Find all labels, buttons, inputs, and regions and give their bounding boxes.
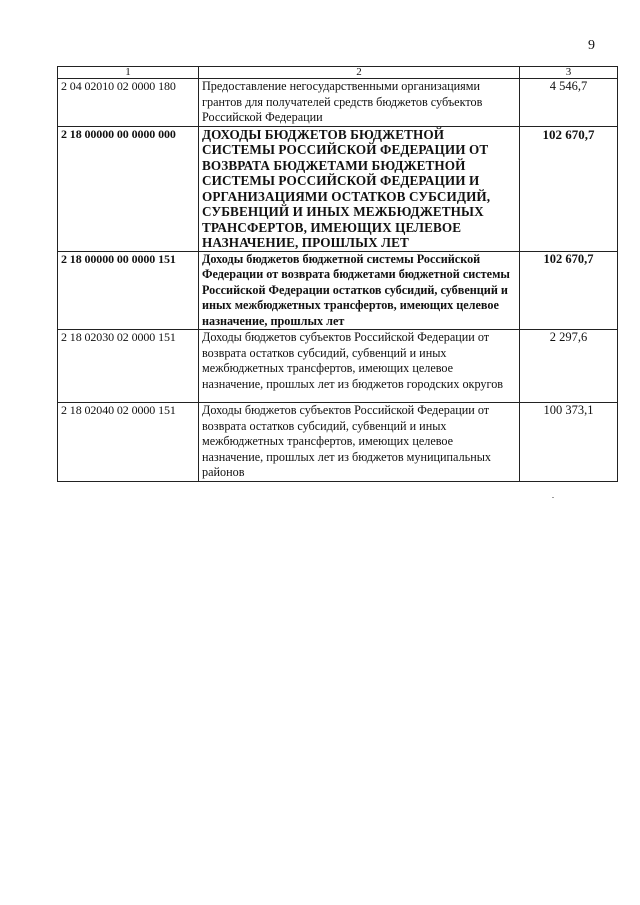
column-header-code: 1 xyxy=(58,67,199,79)
column-header-amount: 3 xyxy=(520,67,618,79)
table-row xyxy=(58,251,618,330)
row-code: 2 18 02040 02 0000 151 xyxy=(58,403,199,482)
table-row xyxy=(58,330,618,403)
row-code: 2 18 00000 00 0000 000 xyxy=(58,126,199,251)
row-amount: 2 297,6 xyxy=(520,330,618,403)
row-description: ДОХОДЫ БЮДЖЕТОВ БЮДЖЕТНОЙ СИСТЕМЫ РОССИЙСКОЙ ФЕДЕРАЦИИ ОТ ВОЗВРАТА БЮДЖЕТАМИ БЮДЖЕТНОЙ СИСТЕМЫ РОССИЙСКОЙ ФЕДЕРАЦИИ И ОРГАНИЗАЦИЯМИ ОСТАТКОВ СУБСИДИЙ, СУБВЕНЦИЙ И ИНЫХ МЕЖБЮДЖЕТНЫХ ТРАНСФЕРТОВ, ИМЕЮЩИХ ЦЕЛЕВОЕ НАЗНАЧЕНИЕ, ПРОШЛЫХ ЛЕТ xyxy=(199,126,520,251)
column-header-description: 2 xyxy=(199,67,520,79)
table-row xyxy=(58,126,618,251)
row-description: Предоставление негосударственными организациями грантов для получателей средств бюджетов субъектов Российской Федерации xyxy=(199,79,520,127)
row-code: 2 04 02010 02 0000 180 xyxy=(58,79,199,127)
table-row xyxy=(58,79,618,127)
table-row xyxy=(58,403,618,482)
row-code: 2 18 00000 00 0000 151 xyxy=(58,251,199,330)
scan-speck xyxy=(552,497,554,498)
page-number: 9 xyxy=(588,38,595,53)
row-amount: 100 373,1 xyxy=(520,403,618,482)
row-description: Доходы бюджетов субъектов Российской Федерации от возврата остатков субсидий, субвенций и иных межбюджетных трансфертов, имеющих целевое назначение, прошлых лет из бюджетов муниципальных районов xyxy=(199,403,520,482)
budget-revenue-table xyxy=(57,66,618,482)
row-description: Доходы бюджетов бюджетной системы Российской Федерации от возврата бюджетами бюджетной системы Российской Федерации остатков субсидий, субвенций и иных межбюджетных трансфертов, имеющих целевое назначение, прошлых лет xyxy=(199,251,520,330)
row-amount: 4 546,7 xyxy=(520,79,618,127)
row-description: Доходы бюджетов субъектов Российской Федерации от возврата остатков субсидий, субвенций и иных межбюджетных трансфертов, имеющих целевое назначение, прошлых лет из бюджетов городских округов xyxy=(199,330,520,403)
row-code: 2 18 02030 02 0000 151 xyxy=(58,330,199,403)
row-amount: 102 670,7 xyxy=(520,126,618,251)
table-header-row xyxy=(58,67,618,79)
row-amount: 102 670,7 xyxy=(520,251,618,330)
